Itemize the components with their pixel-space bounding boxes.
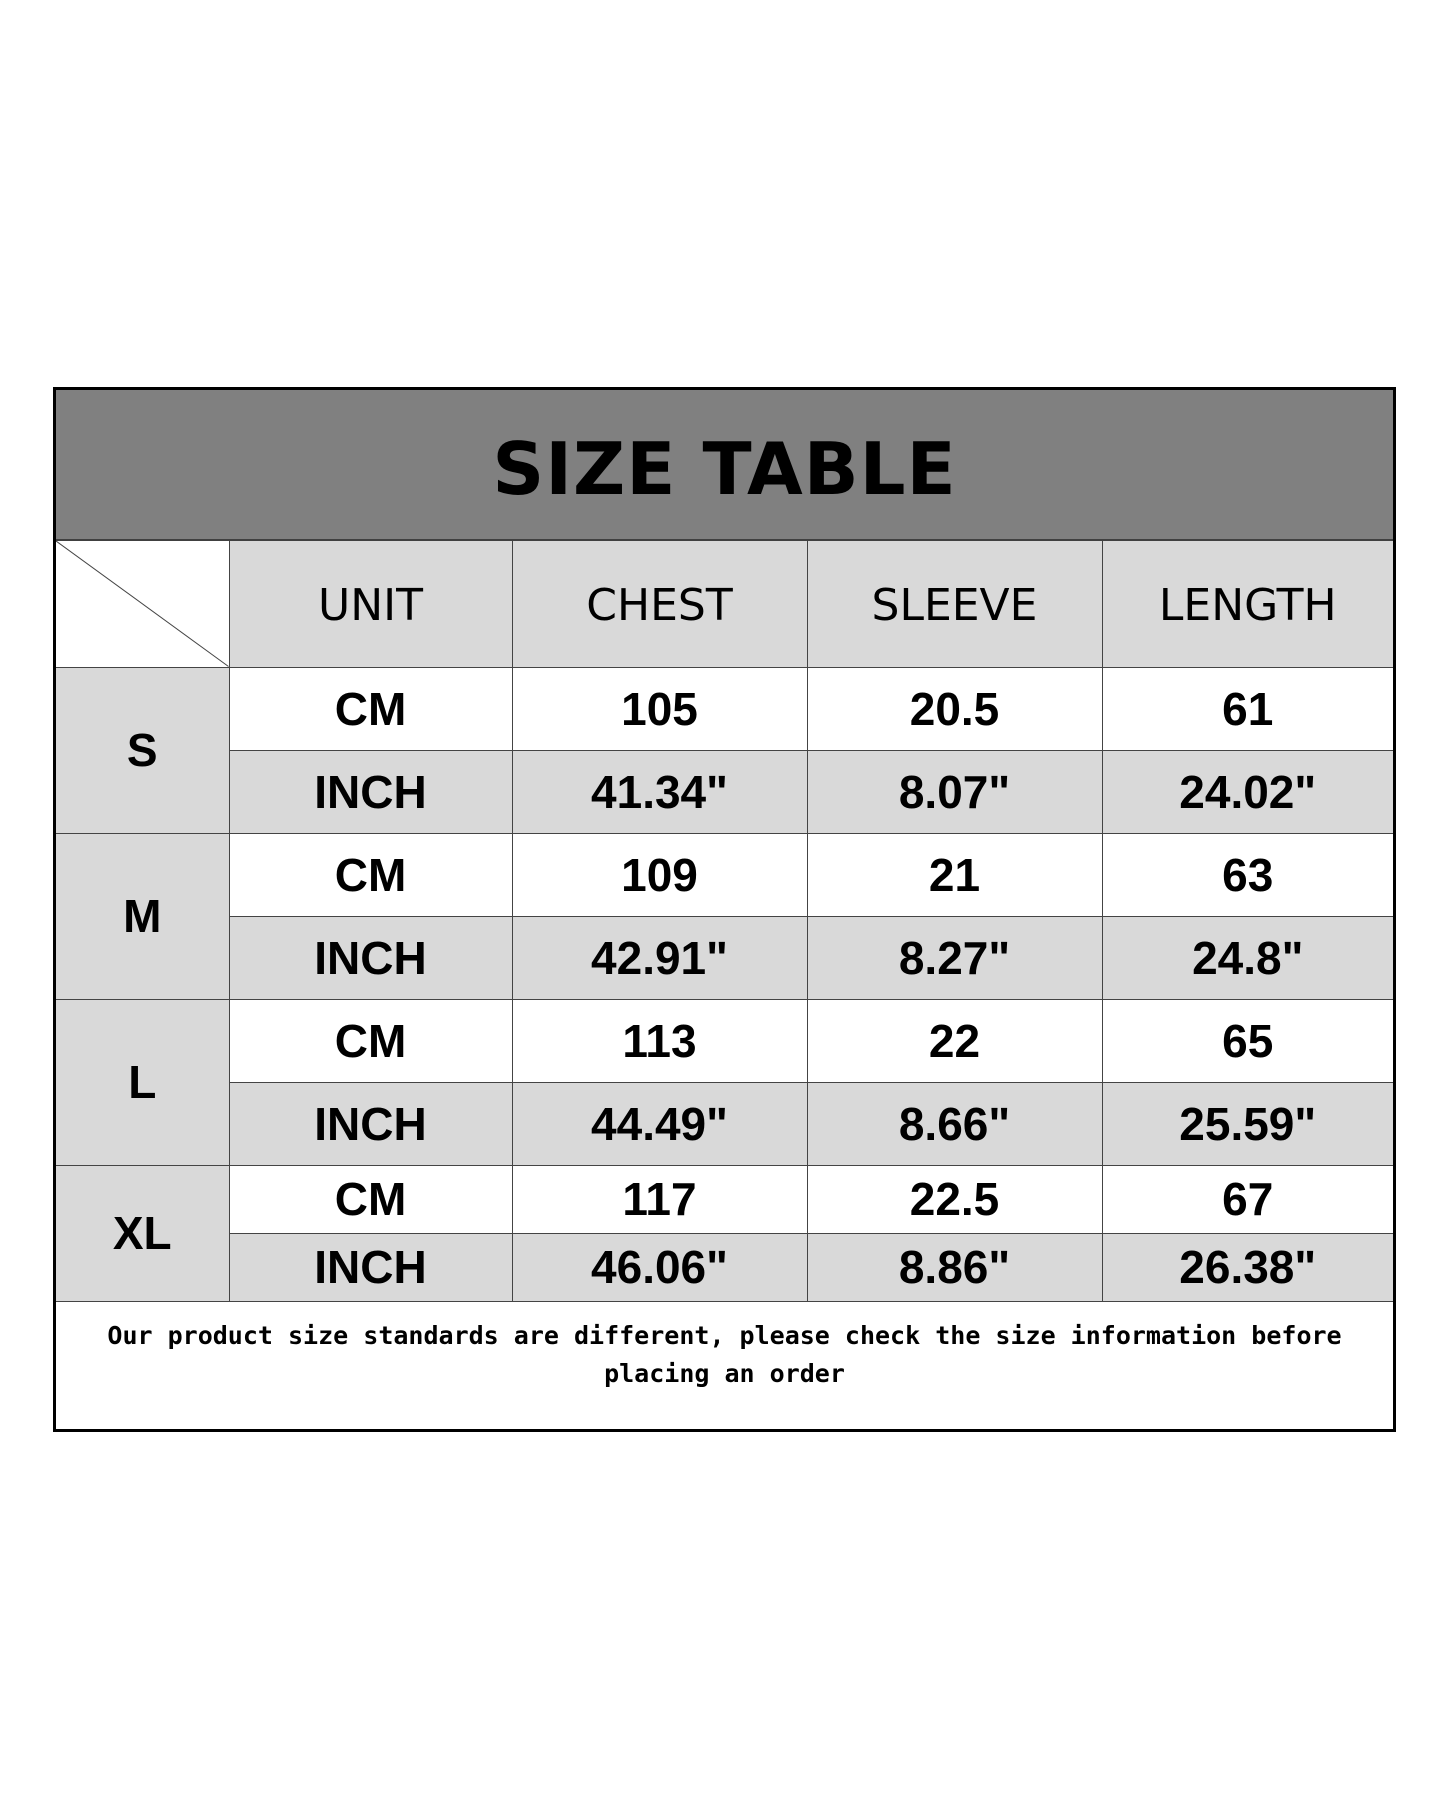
table-row	[56, 1082, 1393, 1165]
unit-cell: INCH	[229, 750, 512, 833]
sleeve-cell: 8.66"	[807, 1082, 1102, 1165]
table-row	[56, 667, 1393, 750]
header-length: LENGTH	[1102, 541, 1393, 667]
size-disclaimer-note: Our product size standards are different, please check the size information before placing an order	[56, 1301, 1393, 1429]
length-cell: 61	[1102, 667, 1393, 750]
unit-cell: CM	[229, 1165, 512, 1233]
unit-cell: INCH	[229, 1233, 512, 1301]
title-bar	[56, 390, 1393, 541]
chest-cell: 41.34"	[512, 750, 807, 833]
table-row	[56, 1165, 1393, 1233]
header-chest: CHEST	[512, 541, 807, 667]
sleeve-cell: 8.86"	[807, 1233, 1102, 1301]
header-unit: UNIT	[229, 541, 512, 667]
diagonal-line	[56, 541, 229, 667]
length-cell: 63	[1102, 833, 1393, 916]
sleeve-cell: 20.5	[807, 667, 1102, 750]
chest-cell: 42.91"	[512, 916, 807, 999]
size-label: S	[56, 667, 229, 833]
unit-cell: CM	[229, 833, 512, 916]
length-cell: 67	[1102, 1165, 1393, 1233]
length-cell: 24.02"	[1102, 750, 1393, 833]
length-cell: 25.59"	[1102, 1082, 1393, 1165]
length-cell: 65	[1102, 999, 1393, 1082]
unit-cell: CM	[229, 667, 512, 750]
table-row	[56, 833, 1393, 916]
sleeve-cell: 22	[807, 999, 1102, 1082]
unit-cell: CM	[229, 999, 512, 1082]
sleeve-cell: 22.5	[807, 1165, 1102, 1233]
chest-cell: 117	[512, 1165, 807, 1233]
size-table	[56, 541, 1393, 1302]
unit-cell: INCH	[229, 916, 512, 999]
sleeve-cell: 8.27"	[807, 916, 1102, 999]
length-cell: 24.8"	[1102, 916, 1393, 999]
page-title: SIZE TABLE	[492, 426, 957, 511]
length-cell: 26.38"	[1102, 1233, 1393, 1301]
size-label: XL	[56, 1165, 229, 1301]
size-label: M	[56, 833, 229, 999]
header-row	[56, 541, 1393, 667]
sleeve-cell: 21	[807, 833, 1102, 916]
table-row	[56, 750, 1393, 833]
size-chart	[53, 387, 1396, 1432]
size-label: L	[56, 999, 229, 1165]
chest-cell: 113	[512, 999, 807, 1082]
chest-cell: 105	[512, 667, 807, 750]
chest-cell: 109	[512, 833, 807, 916]
header-sleeve: SLEEVE	[807, 541, 1102, 667]
chest-cell: 46.06"	[512, 1233, 807, 1301]
chest-cell: 44.49"	[512, 1082, 807, 1165]
table-row	[56, 1233, 1393, 1301]
unit-cell: INCH	[229, 1082, 512, 1165]
table-row	[56, 999, 1393, 1082]
table-row	[56, 916, 1393, 999]
corner-diagonal-cell	[56, 541, 229, 667]
sleeve-cell: 8.07"	[807, 750, 1102, 833]
